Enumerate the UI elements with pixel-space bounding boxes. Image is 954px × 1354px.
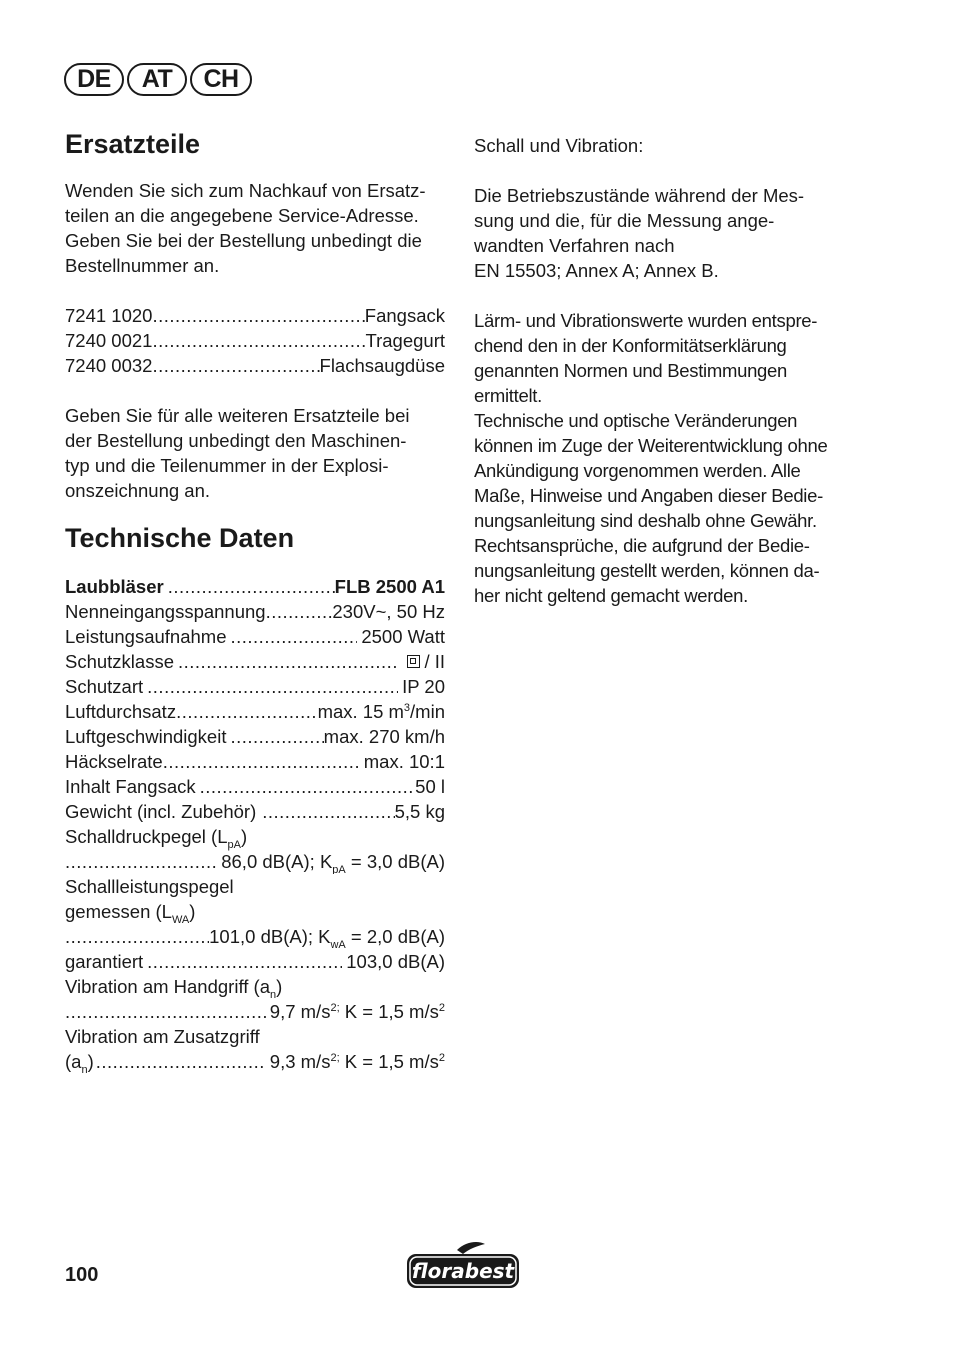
spec-sound-power-label: Schallleistungspegel [65, 876, 234, 897]
spec-measured-label: gemessen $(L_{WA})$ [65, 901, 196, 926]
spec-list [65, 574, 445, 1074]
language-badges [64, 63, 252, 96]
part-row: 7241 1020 ..... Fangsack [65, 303, 445, 328]
page-number: 100 [65, 1264, 99, 1286]
spec-row-power: Leistungsaufnahme ..... 2500 Watt [65, 624, 445, 649]
spec-row-protection-class: Schutzklasse ..... / II [65, 649, 445, 674]
spec-row-measured: ..... 101,0 dB(A); $K_{wA} = 2,0$ dB(A) [65, 924, 445, 949]
spec-row-sound-pressure: ..... 86,0 dB(A); $K_{pA} = 3,0$ dB(A) [65, 849, 445, 874]
lang-badge-ch: CH [190, 63, 252, 96]
spec-row-bag-capacity: Inhalt Fangsack ..... 50 l [65, 774, 445, 799]
noise-values-paragraph: Lärm- und Vibrationswerte wurden entspre- chend den in der Konformitätserklärung genannten Normen und Bestimmungen ermittelt. [474, 310, 818, 406]
technische-daten-heading: Technische Daten [65, 523, 295, 553]
spec-row-air-speed: Luftgeschwindigkeit ..... max. 270 km/h [65, 724, 445, 749]
measurement-paragraph: Die Betriebszustände während der Mes- sung und die, für die Messung ange- wandten Verfahren nach EN 15503; Annex A; Annex B. [474, 185, 805, 281]
spec-row-weight: Gewicht (incl. Zubehör) ..... 5,5 kg [65, 799, 445, 824]
part-row: 7240 0021 ..... Tragegurt [65, 328, 445, 353]
part-row: 7240 0032 ..... Flachsaugdüse [65, 353, 445, 378]
logo-text: florabest [411, 1259, 515, 1283]
parts-list [65, 303, 445, 378]
spec-row-ip: Schutzart ..... IP 20 [65, 674, 445, 699]
ersatzteile-outro: Geben Sie für alle weiteren Ersatzteile bei der Bestellung unbedingt den Maschinen- typ und die Teilenummer in der Explosi- onszeichnung an. [65, 405, 410, 501]
spec-row-guaranteed: garantiert ..... 103,0 dB(A) [65, 949, 445, 974]
spec-row-airflow: Luftdurchsatz ..... max. 15 $m^3/\min$ [65, 699, 445, 724]
spec-row-voltage: Nenneingangsspannung ..... 230V~, 50 Hz [65, 599, 445, 624]
ersatzteile-intro: Wenden Sie sich zum Nachkauf von Ersatz- teilen an die angegebene Service-Adresse. Geben Sie bei der Bestellung unbedingt die Bestellnummer an. [65, 180, 426, 276]
right-column [474, 133, 864, 608]
spec-vibration-handle-label: Vibration am Handgriff $(a_n)$ [65, 976, 283, 1001]
spec-row-product: Laubbläser ..... FLB 2500 A1 [65, 574, 445, 599]
left-column [65, 128, 445, 1074]
disclaimer-paragraph: Technische und optische Veränderungen können im Zuge der Weiterentwicklung ohne Ankündigung vorgenommen werden. Alle Maße, Hinweise und Angaben dieser Bedie- nungsanleitung sind deshalb ohne Gewähr. Rechtsansprüche, die aufgrund der Bedie- nungsanleitung gestellt werden, können da- her nicht geltend gemacht werden. [474, 410, 828, 606]
spec-vibration-aux-label: Vibration am Zusatzgriff [65, 1026, 260, 1047]
lang-badge-de: DE [64, 63, 124, 96]
florabest-logo [405, 1240, 521, 1292]
double-insulation-icon [407, 655, 420, 668]
spec-row-vibration-handle: ..... 9,7 $m/s^{2;}$ K = 1,5 $m/s^2$ [65, 999, 445, 1024]
spec-sound-pressure-label: Schalldruckpegel $(L_{pA})$ [65, 826, 248, 851]
spec-row-vibration-aux: $(a_n)$ ..... 9,3 $m/s^{2;}$ K = 1,5 $m/s^2$ [65, 1049, 445, 1074]
lang-badge-at: AT [127, 63, 187, 96]
spec-row-shred-ratio: Häckselrate ..... max. 10:1 [65, 749, 445, 774]
ersatzteile-heading: Ersatzteile [65, 129, 201, 159]
sound-vibration-heading: Schall und Vibration: [474, 135, 644, 156]
